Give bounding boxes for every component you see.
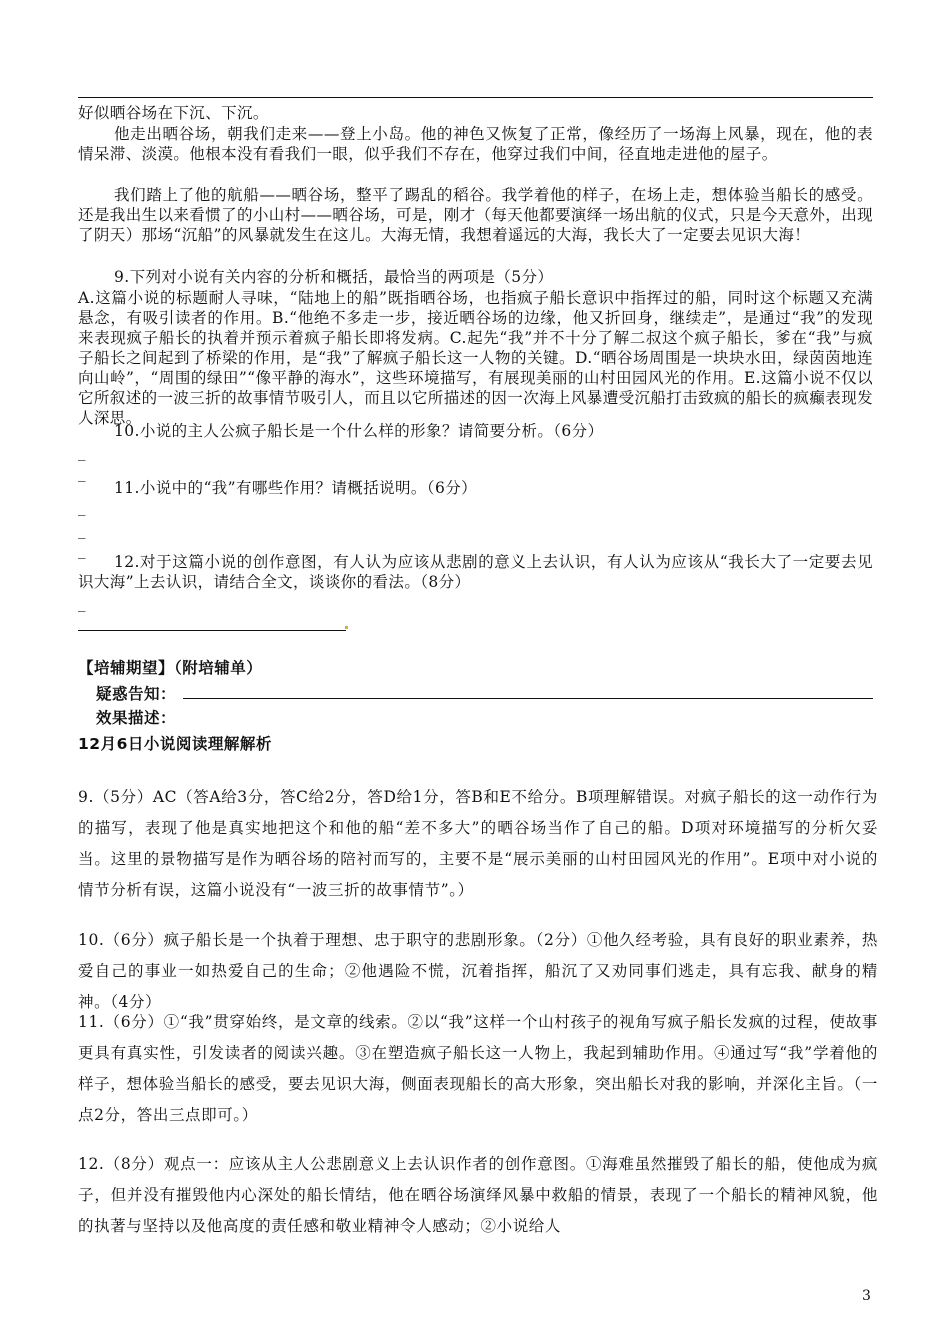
- paragraph-2: 他走出晒谷场，朝我们走来——登上小岛。他的神色又恢复了正常，像经历了一场海上风暴，现在，他的表情呆滞、淡漠。他根本没有看我们一眼，似乎我们不存在，他穿过我们中间，径直地走进他的屋子。: [78, 125, 873, 163]
- answer-line: [78, 630, 346, 631]
- question-9: 9.下列对小说有关内容的分析和概括，最恰当的两项是（5分）: [114, 268, 554, 286]
- answer-blank: _: [78, 594, 86, 612]
- decorative-dot: [345, 626, 348, 629]
- answer-blank: _: [78, 443, 86, 461]
- peibu-title: 【培辅期望】（附培辅单）: [78, 659, 263, 677]
- analysis-title: 12月6日小说阅读理解解析: [78, 735, 272, 753]
- answer-blank: _: [78, 521, 86, 539]
- answer-12: 12.（8分）观点一：应该从主人公悲剧意义上去认识作者的创作意图。①海难虽然摧毁了船长的船，使他成为疯子，但并没有摧毁他内心深处的船长情结，他在晒谷场演绎风暴中救船的情景，表现了一个船长的精神风貌，他的执著与坚持以及他高度的责任感和敬业精神令人感动；②小说给人: [78, 1155, 878, 1235]
- answer-blank: _: [78, 541, 86, 559]
- doubt-fill-line[interactable]: [183, 698, 873, 699]
- header-rule: [78, 97, 873, 98]
- question-10: 10.小说的主人公疯子船长是一个什么样的形象？请简要分析。（6分）: [114, 422, 604, 440]
- question-9-options: A.这篇小说的标题耐人寻味，“陆地上的船”既指晒谷场，也指疯子船长意识中指挥过的船，同时这个标题又充满悬念，有吸引读者的作用。B.“他绝不多走一步，接近晒谷场的边缘，他又折回身，继续走”，是通过“我”的发现来表现疯子船长的执着并预示着疯子船长即将发病。C.起先“我”并不十分了解二叔这个疯子船长，爹在“我”与疯子船长之间起到了桥梁的作用，是“我”了解疯子船长这一人物的关键。D.“晒谷场周围是一块块水田，绿茵茵地连向山岭”，“周围的绿田”“像平静的海水”，这些环境描写，有展现美丽的山村田园风光的作用。E.这篇小说不仅以它所叙述的一波三折的故事情节吸引人，而且以它所描述的因一次海上风暴遭受沉船打击致疯的船长的疯癫表现发人深思。: [78, 289, 874, 427]
- answer-blank: _: [78, 498, 86, 516]
- paragraph-3: 我们踏上了他的航船——晒谷场，整平了踢乱的稻谷。我学着他的样子，在场上走，想体验当船长的感受。还是我出生以来看惯了的小山村——晒谷场，可是，刚才（每天他都要演绎一场出航的仪式，只是今天意外，出现了阴天）那场“沉船”的风暴就发生在这儿。大海无情，我想着遥远的大海，我长大了一定要去见识大海！: [78, 186, 874, 244]
- answer-11: 11.（6分）①“我”贯穿始终，是文章的线索。②以“我”这样一个山村孩子的视角写疯子船长发疯的过程，使故事更具有真实性，引发读者的阅读兴趣。③在塑造疯子船长这一人物上，我起到辅助作用。④通过写“我”学着他的样子，想体验当船长的感受，要去见识大海，侧面表现船长的高大形象，突出船长对我的影响，并深化主旨。（一点2分，答出三点即可。）: [78, 1013, 878, 1124]
- answer-10: 10.（6分）疯子船长是一个执着于理想、忠于职守的悲剧形象。（2分）①他久经考验，具有良好的职业素养，热爱自己的事业一如热爱自己的生命；②他遇险不慌，沉着指挥，船沉了又劝同事们逃走，具有忘我、献身的精神。（4分）: [78, 931, 878, 1011]
- question-12: 12.对于这篇小说的创作意图，有人认为应该从悲剧的意义上去认识，有人认为应该从“我长大了一定要去见识大海”上去认识，请结合全文，谈谈你的看法。（8分）: [78, 553, 873, 591]
- doubt-label: 疑惑告知：: [96, 685, 177, 703]
- page-number: 3: [862, 1288, 871, 1304]
- answer-blank: _: [78, 464, 86, 482]
- paragraph-1: 好似晒谷场在下沉、下沉。: [78, 104, 269, 122]
- answer-9: 9.（5分）AC（答A给3分，答C给2分，答D给1分，答B和E不给分。B项理解错误。对疯子船长的这一动作行为的描写，表现了他是真实地把这个和他的船“差不多大”的晒谷场当作了自己的船。D项对环境描写的分析欠妥当。这里的景物描写是作为晒谷场的陪衬而写的，主要不是“展示美丽的山村田园风光的作用”。E项中对小说的情节分析有误，这篇小说没有“一波三折的故事情节”。）: [78, 788, 878, 899]
- effect-label: 效果描述：: [96, 709, 177, 727]
- question-11: 11.小说中的“我”有哪些作用？请概括说明。（6分）: [114, 479, 478, 497]
